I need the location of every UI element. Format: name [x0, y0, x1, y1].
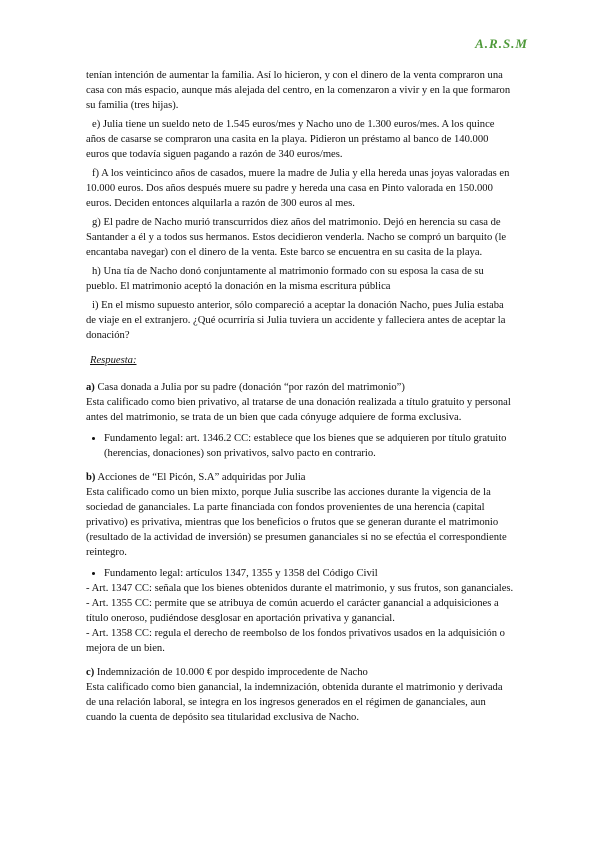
section-c-text: Esta calificado como bien ganancial, la indemnización, obtenida durante el matrimonio y derivada de una relación laboral, se integra en los ingresos generados en el régimen de gananciales, aun cuando la cuenta de depósito sea titularidad exclusiva de Nacho. [86, 682, 503, 723]
paragraph-h: h) Una tía de Nacho donó conjuntamente al matrimonio formado con su esposa la casa de su pueblo. El matrimonio aceptó la donación en la misma escritura pública [86, 266, 484, 292]
section-b-bullet: • Fundamento legal: artículos 1347, 1355 y 1358 del Código Civil [104, 566, 514, 581]
paragraph-g: g) El padre de Nacho murió transcurridos diez años del matrimonio. Dejó en herencia su casa de Santander a él y a todos sus hermanos. Estos decidieron venderla. Nacho se compró un barquito (le encantaba navegar) con el dinero de la venta. Este barco se encuentra en su casita de la playa. [86, 217, 507, 258]
section-a-list [86, 431, 514, 461]
section-a-heading [86, 380, 514, 395]
section-b-letter: b) [86, 472, 96, 483]
paragraph-f: f) A los veinticinco años de casados, muere la madre de Julia y ella hereda unas joyas valoradas en 10.000 euros. Dos años después muere su padre y hereda una casa en Pinto valorada en 150.000 euros. Deciden entonces alquilarla a razón de 300 euros al mes. [86, 168, 510, 209]
document-body [86, 68, 514, 725]
section-a-title: Casa donada a Julia por su padre (donación “por razón del matrimonio”) [94, 382, 405, 393]
section-b-text: Esta calificado como un bien mixto, porque Julia suscribe las acciones durante la vigencia de la sociedad de gananciales. La parte financiada con fondos provenientes de una herencia (capital privativo) es privativa, mientras que los beneficios o frutos que se generan durante el matrimonio (resultado de la actividad de inversión) se presumen gananciales si no se efectúa el correspondiente reintegro. [86, 487, 507, 558]
section-a-bullet: • Fundamento legal: art. 1346.2 CC: establece que los bienes que se adquieren por título gratuito (herencias, donaciones) son privativos, salvo pacto en contrario. [104, 431, 514, 461]
section-a-letter: a) [86, 382, 95, 393]
section-b-title: Acciones de “El Picón, S.A” adquiridas por Julia [95, 472, 306, 483]
header-initials: A.R.S.M [475, 36, 528, 51]
section-a-text: Esta calificado como bien privativo, al tratarse de una donación realizada a título gratuito y personal antes del matrimonio, se trata de un bien que cada cónyuge adquiere de forma exclusiva. [86, 397, 511, 423]
section-b-list [86, 566, 514, 581]
section-c-heading [86, 665, 514, 680]
paragraph-e: e) Julia tiene un sueldo neto de 1.545 euros/mes y Nacho uno de 1.300 euros/mes. A los quince años de casarse se compraron una casita en la playa. Pidieron un préstamo al banco de 140.000 euros que todavía siguen pagando a razón de 340 euros/mes. [86, 119, 495, 160]
section-c-letter: c) [86, 667, 95, 678]
respuesta-label: Respuesta: [90, 355, 137, 366]
section-b-art-1347: - Art. 1347 CC: señala que los bienes obtenidos durante el matrimonio, y sus frutos, son gananciales. [86, 583, 514, 594]
section-c-title: Indemnización de 10.000 € por despido improcedente de Nacho [94, 667, 368, 678]
section-b-art-1358: - Art. 1358 CC: regula el derecho de reembolso de los fondos privativos usados en la adquisición o mejora de un bien. [86, 628, 505, 654]
section-b-art-1355: - Art. 1355 CC: permite que se atribuya de común acuerdo el carácter ganancial a adquisiciones a título oneroso, pudiéndose desglosar en aportación privativa y ganancial. [86, 598, 499, 624]
paragraph-continuation: tenían intención de aumentar la familia. Así lo hicieron, y con el dinero de la venta compraron una casa con más espacio, aunque más alejada del centro, en la comenzaron a vivir y en la que formaron su familia (tres hijas). [86, 70, 511, 111]
section-b-heading [86, 470, 514, 485]
paragraph-i: i) En el mismo supuesto anterior, sólo compareció a aceptar la donación Nacho, pues Julia estaba de viaje en el extranjero. ¿Qué ocurriría si Julia tuviera un accidente y falleciera antes de aceptar la donación? [86, 300, 506, 341]
